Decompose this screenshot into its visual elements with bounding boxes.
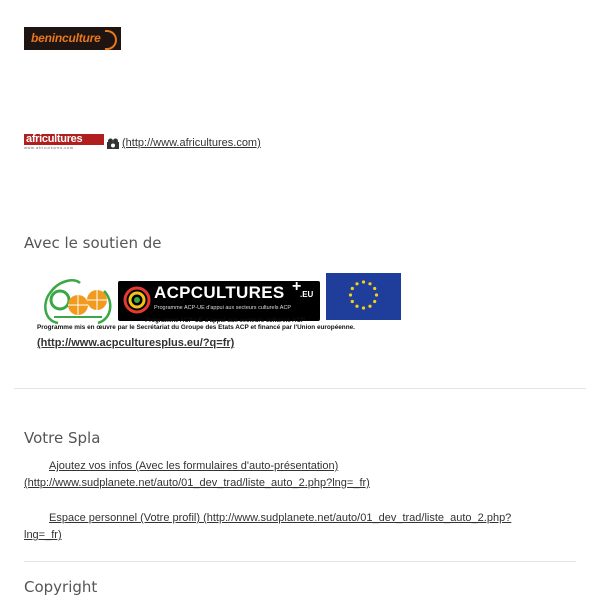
espace-personnel-link-line2: lng=_fr) [24, 529, 62, 541]
acpcultures-logo[interactable] [118, 278, 320, 321]
copyright-title: Copyright [24, 578, 98, 596]
swirl-icon [105, 30, 117, 50]
ajoutez-infos-link-line2: (http://www.sudplanete.net/auto/01_dev_trad/liste_auto_2.php?lng=_fr) [24, 477, 370, 489]
section-divider [24, 561, 576, 562]
beninculture-logo-text: beninculture [31, 31, 101, 45]
soutien-title: Avec le soutien de [24, 234, 162, 252]
credit-line-1: Programme ACP-UE d'appui aux secteurs culturels ACP [145, 318, 305, 324]
africultures-block [24, 130, 261, 150]
africultures-logo-text: africultures [24, 134, 104, 145]
acpcultures-emblem-icon [122, 285, 152, 315]
espace-personnel-link[interactable] [24, 510, 584, 544]
africultures-logo-subtext: www.africultures.com [24, 145, 74, 150]
acpcultures-logo-tagline: Programme ACP-UE d'appui aux secteurs culturels ACP [154, 305, 292, 311]
africultures-logo[interactable] [24, 134, 104, 150]
acp-logo[interactable] [40, 273, 115, 325]
acpculturesplus-link[interactable]: (http://www.acpculturesplus.eu/?q=fr) [37, 337, 235, 349]
africultures-link[interactable]: (http://www.africultures.com) [122, 137, 261, 149]
acpcultures-logo-eu: .EU [300, 290, 314, 299]
camera-icon [106, 138, 120, 150]
espace-personnel-link-line1: Espace personnel (Votre profil) (http://www.sudplanete.net/auto/01_dev_trad/liste_auto_2.php? [49, 512, 512, 524]
votre-spla-title: Votre Spla [24, 429, 101, 447]
beninculture-logo[interactable] [24, 27, 121, 50]
acpcultures-logo-title: ACPCULTURES [154, 283, 285, 302]
acpcultures-logo-plus: + [292, 278, 302, 295]
credit-line-2: Programme mis en œuvre par le Secrétariat du Groupe des Etats ACP et financé par l'Union européenne. [37, 324, 355, 331]
ajoutez-infos-link-line1: Ajoutez vos infos (Avec les formulaires d'auto-présentation) [49, 460, 339, 472]
section-divider [14, 388, 586, 389]
eu-flag-icon[interactable] [326, 273, 401, 320]
ajoutez-infos-link[interactable] [24, 458, 584, 492]
